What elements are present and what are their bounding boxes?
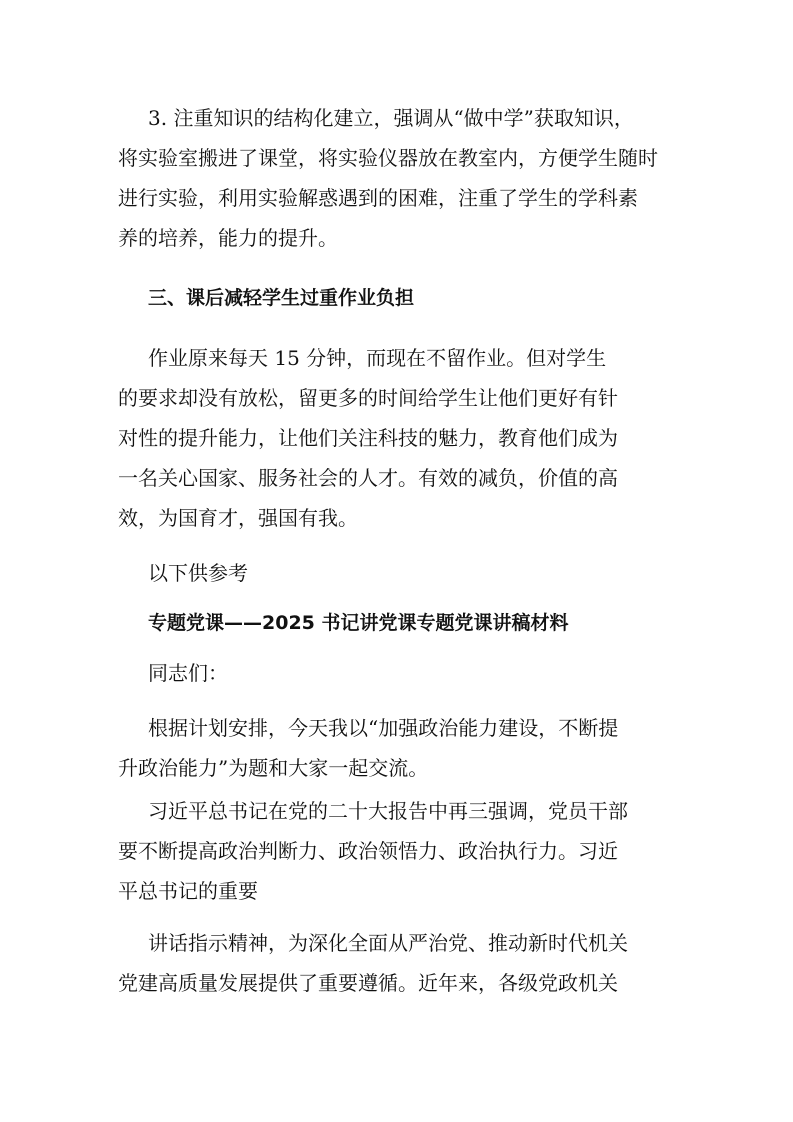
paragraph-line: 平总书记的重要 bbox=[118, 879, 258, 903]
reference-note: 以下供参考 bbox=[148, 561, 248, 585]
paragraph-line: 的要求却没有放松，留更多的时间给学生让他们更好有针 bbox=[118, 386, 618, 410]
paragraph-line: 进行实验，利用实验解惑遇到的困难，注重了学生的学科素 bbox=[118, 186, 638, 210]
paragraph-line: 讲话指示精神，为深化全面从严治党、推动新时代机关 bbox=[148, 931, 628, 955]
section-heading: 三、课后减轻学生过重作业负担 bbox=[148, 287, 415, 309]
paragraph-line: 养的培养，能力的提升。 bbox=[118, 226, 338, 250]
salutation: 同志们： bbox=[148, 661, 228, 685]
paragraph-line: 习近平总书记在党的二十大报告中再三强调，党员干部 bbox=[148, 799, 628, 823]
paragraph-line: 一名关心国家、服务社会的人才。有效的减负，价值的高 bbox=[118, 466, 618, 490]
paragraph-line: 作业原来每天 15 分钟，而现在不留作业。但对学生 bbox=[148, 346, 607, 370]
paragraph-line: 根据计划安排，今天我以“加强政治能力建设，不断提 bbox=[148, 716, 619, 740]
paragraph-line: 升政治能力”为题和大家一起交流。 bbox=[118, 756, 429, 780]
paragraph-line: 将实验室搬进了课堂，将实验仪器放在教室内，方便学生随时 bbox=[118, 146, 658, 170]
paragraph-line: 要不断提高政治判断力、政治领悟力、政治执行力。习近 bbox=[118, 839, 618, 863]
paragraph-line: 3. 注重知识的结构化建立，强调从“做中学”获取知识， bbox=[148, 106, 634, 130]
paragraph-line: 效，为国育才，强国有我。 bbox=[118, 506, 358, 530]
paragraph-line: 对性的提升能力，让他们关注科技的魅力，教育他们成为 bbox=[118, 426, 618, 450]
lecture-title: 专题党课——2025 书记讲党课专题党课讲稿材料 bbox=[148, 612, 569, 634]
paragraph-line: 党建高质量发展提供了重要遵循。近年来，各级党政机关 bbox=[118, 971, 618, 995]
